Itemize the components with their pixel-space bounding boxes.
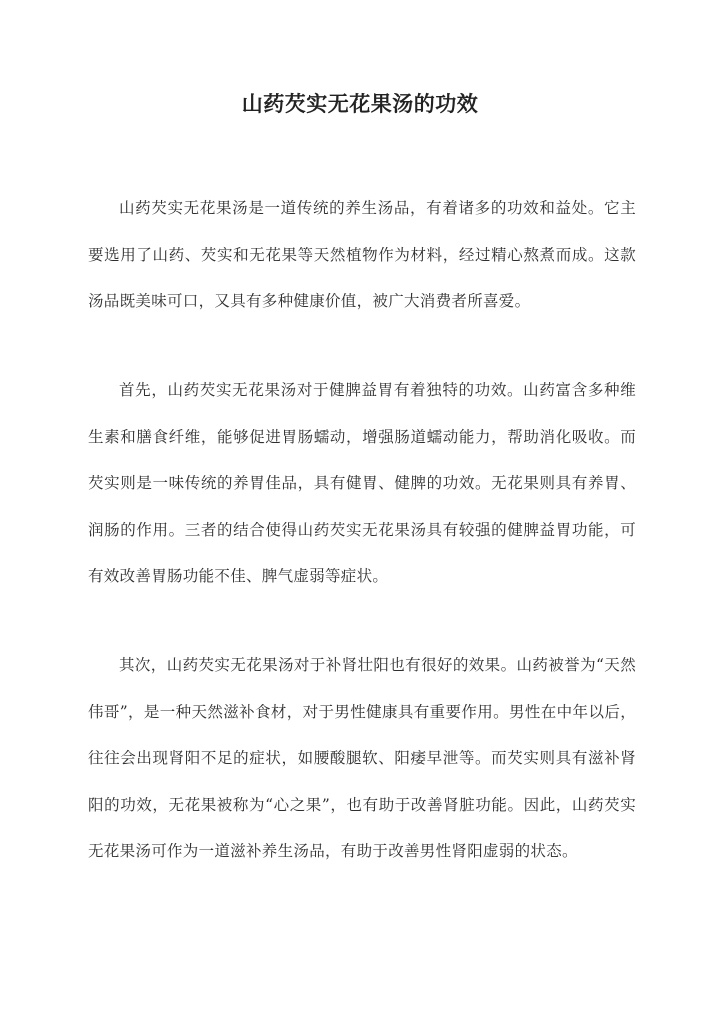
paragraph-kidney: 其次，山药芡实无花果汤对于补肾壮阳也有很好的效果。山药被誉为“天然伟哥”，是一种天然滋补食材，对于男性健康具有重要作用。男性在中年以后，往往会出现肾阳不足的症状，如腰酸腿软、阳痿早泄等。而芡实则具有滋补肾阳的功效，无花果被称为“心之果”，也有助于改善肾脏功能。因此，山药芡实无花果汤可作为一道滋补养生汤品，有助于改善男性肾阳虚弱的状态。 (88, 656, 636, 860)
paragraph-spleen-stomach: 首先，山药芡实无花果汤对于健脾益胃有着独特的功效。山药富含多种维生素和膳食纤维，能够促进胃肠蠕动，增强肠道蠕动能力，帮助消化吸收。而芡实则是一味传统的养胃佳品，具有健胃、健脾的功效。无花果则具有养胃、润肠的作用。三者的结合使得山药芡实无花果汤具有较强的健脾益胃功能，可有效改善胃肠功能不佳、脾气虚弱等症状。 (88, 381, 636, 585)
paragraph-intro: 山药芡实无花果汤是一道传统的养生汤品，有着诸多的功效和益处。它主要选用了山药、芡实和无花果等天然植物作为材料，经过精心熬煮而成。这款汤品既美味可口，又具有多种健康价值，被广大消费者所喜爱。 (88, 199, 636, 310)
document-title: 山药芡实无花果汤的功效 (241, 91, 479, 116)
